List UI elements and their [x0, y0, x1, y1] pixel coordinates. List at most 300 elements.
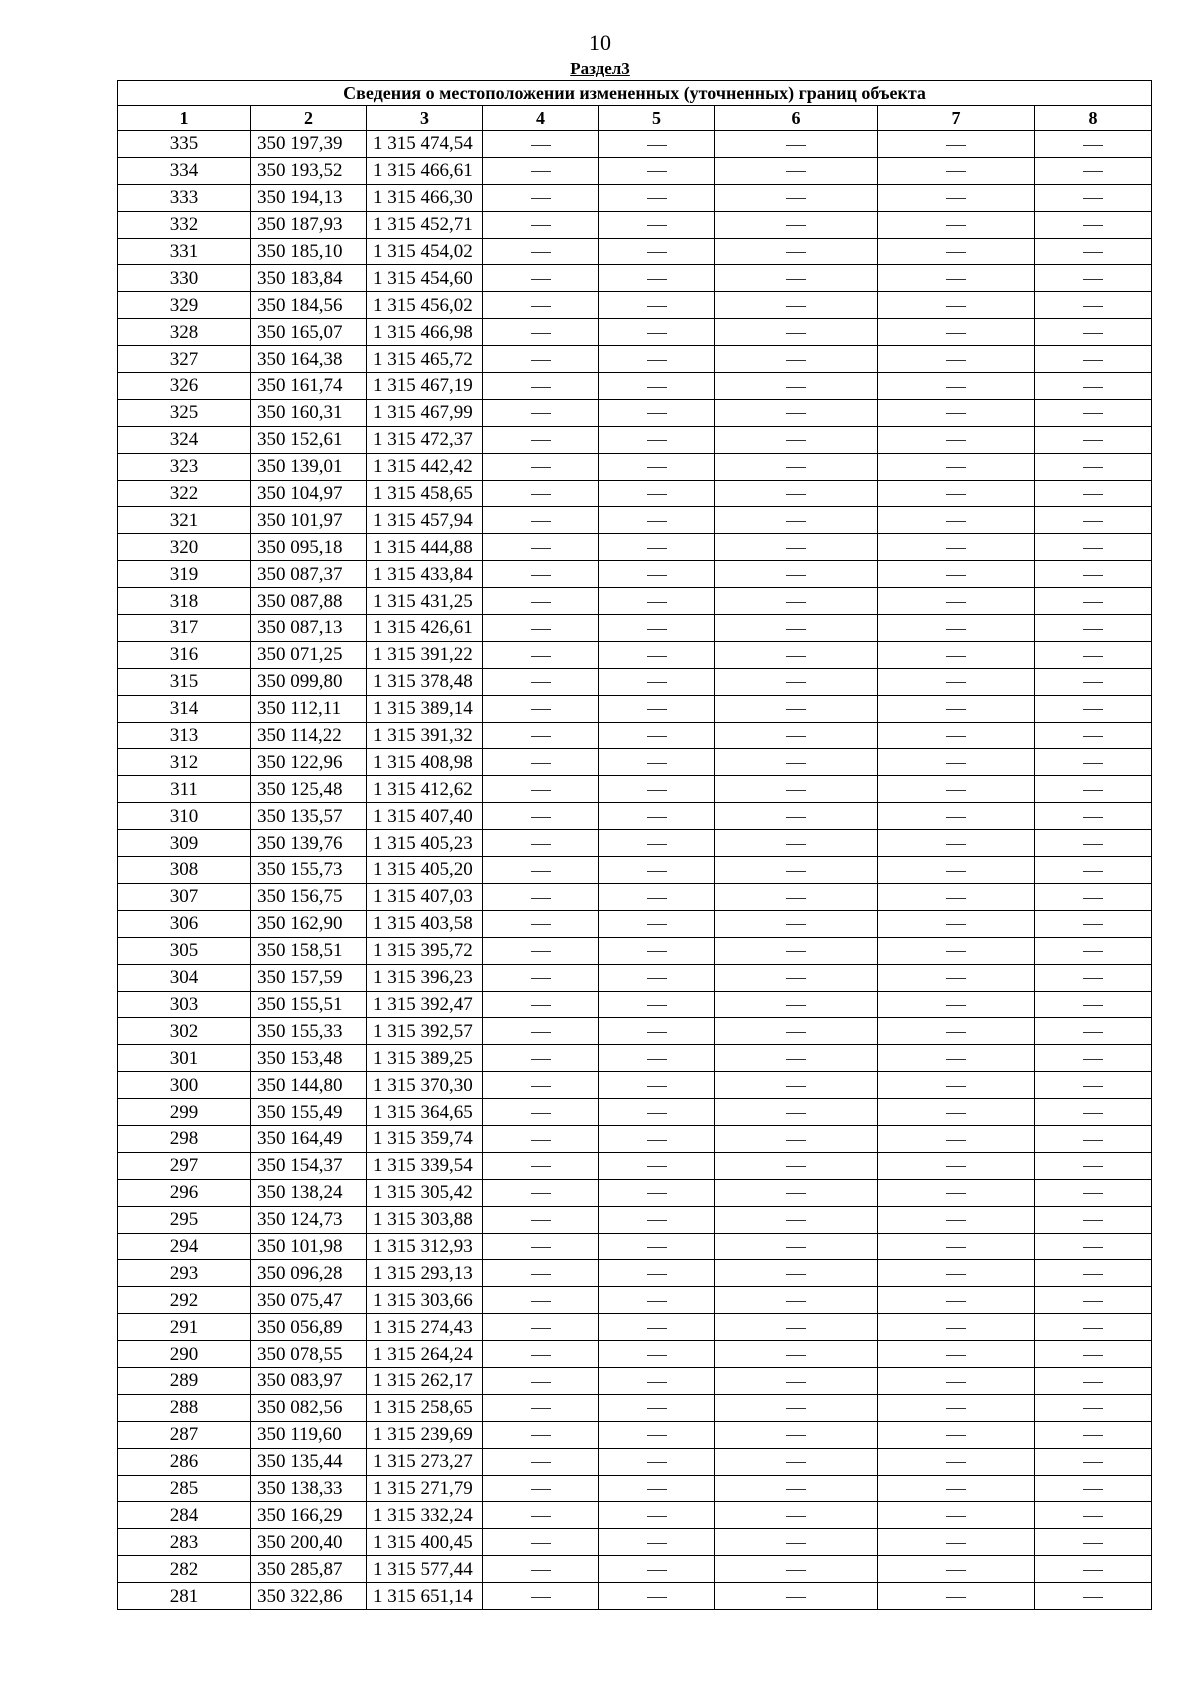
dash-mark [946, 1355, 966, 1356]
table-row [118, 1233, 1152, 1260]
empty-cell [1035, 1475, 1152, 1502]
empty-cell [878, 1583, 1035, 1610]
empty-cell [715, 426, 878, 453]
empty-cell [1035, 1421, 1152, 1448]
y-coordinate-cell: 1 315 332,24 [367, 1502, 483, 1529]
y-coordinate-cell: 1 315 239,69 [367, 1421, 483, 1448]
point-number-cell: 316 [118, 641, 251, 668]
empty-cell [1035, 749, 1152, 776]
dash-mark [647, 1597, 667, 1598]
empty-cell [483, 1287, 599, 1314]
empty-cell [483, 588, 599, 615]
dash-mark [531, 951, 551, 952]
empty-cell [483, 1179, 599, 1206]
y-coordinate-cell: 1 315 577,44 [367, 1556, 483, 1583]
empty-cell [715, 561, 878, 588]
x-coordinate-cell: 350 185,10 [251, 238, 367, 265]
dash-mark [1083, 817, 1103, 818]
dash-mark [946, 1274, 966, 1275]
dash-mark [786, 1516, 806, 1517]
dash-mark [946, 602, 966, 603]
dash-mark [1083, 198, 1103, 199]
empty-cell [483, 1502, 599, 1529]
dash-mark [647, 494, 667, 495]
dash-mark [647, 1193, 667, 1194]
table-row [118, 1421, 1152, 1448]
empty-cell [715, 319, 878, 346]
dash-mark [946, 252, 966, 253]
empty-cell [483, 265, 599, 292]
dash-mark [786, 871, 806, 872]
empty-cell [599, 1448, 715, 1475]
point-number-cell: 304 [118, 964, 251, 991]
empty-cell [599, 399, 715, 426]
dash-mark [647, 844, 667, 845]
dash-mark [786, 360, 806, 361]
empty-cell [715, 615, 878, 642]
dash-mark [786, 1193, 806, 1194]
dash-mark [531, 1193, 551, 1194]
dash-mark [647, 198, 667, 199]
empty-cell [878, 1233, 1035, 1260]
dash-mark [1083, 413, 1103, 414]
y-coordinate-cell: 1 315 452,71 [367, 211, 483, 238]
dash-mark [1083, 225, 1103, 226]
y-coordinate-cell: 1 315 467,99 [367, 399, 483, 426]
column-number: 1 [118, 106, 251, 131]
empty-cell [483, 830, 599, 857]
empty-cell [715, 1125, 878, 1152]
empty-cell [878, 695, 1035, 722]
table-row [118, 1556, 1152, 1583]
dash-mark [647, 629, 667, 630]
empty-cell [483, 1260, 599, 1287]
table-row [118, 937, 1152, 964]
empty-cell [715, 857, 878, 884]
dash-mark [1083, 1166, 1103, 1167]
dash-mark [786, 1570, 806, 1571]
dash-mark [531, 1382, 551, 1383]
dash-mark [946, 413, 966, 414]
empty-cell [599, 157, 715, 184]
empty-cell [599, 1099, 715, 1126]
dash-mark [647, 1408, 667, 1409]
dash-mark [786, 575, 806, 576]
dash-mark [531, 629, 551, 630]
empty-cell [483, 426, 599, 453]
dash-mark [946, 1516, 966, 1517]
empty-cell [715, 1475, 878, 1502]
dash-mark [1083, 871, 1103, 872]
dash-mark [531, 548, 551, 549]
dash-mark [1083, 494, 1103, 495]
empty-cell [715, 1583, 878, 1610]
empty-cell [715, 1341, 878, 1368]
empty-cell [715, 722, 878, 749]
point-number-cell: 310 [118, 803, 251, 830]
y-coordinate-cell: 1 315 444,88 [367, 534, 483, 561]
point-number-cell: 320 [118, 534, 251, 561]
dash-mark [531, 898, 551, 899]
empty-cell [715, 1206, 878, 1233]
table-row [118, 695, 1152, 722]
dash-mark [946, 1193, 966, 1194]
empty-cell [483, 615, 599, 642]
dash-mark [531, 682, 551, 683]
dash-mark [1083, 898, 1103, 899]
table-row [118, 588, 1152, 615]
empty-cell [878, 857, 1035, 884]
dash-mark [786, 924, 806, 925]
dash-mark [531, 333, 551, 334]
empty-cell [599, 910, 715, 937]
x-coordinate-cell: 350 155,51 [251, 991, 367, 1018]
point-number-cell: 331 [118, 238, 251, 265]
x-coordinate-cell: 350 087,37 [251, 561, 367, 588]
empty-cell [878, 830, 1035, 857]
y-coordinate-cell: 1 315 262,17 [367, 1367, 483, 1394]
dash-mark [946, 279, 966, 280]
empty-cell [1035, 991, 1152, 1018]
empty-cell [483, 964, 599, 991]
dash-mark [946, 898, 966, 899]
dash-mark [786, 1435, 806, 1436]
empty-cell [1035, 1206, 1152, 1233]
table-row [118, 292, 1152, 319]
empty-cell [878, 561, 1035, 588]
y-coordinate-cell: 1 315 454,02 [367, 238, 483, 265]
dash-mark [647, 360, 667, 361]
dash-mark [531, 467, 551, 468]
dash-mark [786, 736, 806, 737]
empty-cell [599, 453, 715, 480]
empty-cell [599, 722, 715, 749]
x-coordinate-cell: 350 152,61 [251, 426, 367, 453]
empty-cell [1035, 1152, 1152, 1179]
empty-cell [878, 1367, 1035, 1394]
dash-mark [786, 1140, 806, 1141]
dash-mark [1083, 682, 1103, 683]
point-number-cell: 315 [118, 668, 251, 695]
dash-mark [531, 387, 551, 388]
dash-mark [647, 978, 667, 979]
page-number: 10 [589, 30, 611, 55]
x-coordinate-cell: 350 078,55 [251, 1341, 367, 1368]
dash-mark [946, 763, 966, 764]
empty-cell [715, 991, 878, 1018]
empty-cell [1035, 131, 1152, 158]
y-coordinate-cell: 1 315 391,32 [367, 722, 483, 749]
point-number-cell: 293 [118, 1260, 251, 1287]
dash-mark [786, 306, 806, 307]
dash-mark [946, 333, 966, 334]
table-row [118, 426, 1152, 453]
empty-cell [483, 1206, 599, 1233]
x-coordinate-cell: 350 154,37 [251, 1152, 367, 1179]
dash-mark [647, 1005, 667, 1006]
dash-mark [531, 1113, 551, 1114]
y-coordinate-cell: 1 315 274,43 [367, 1314, 483, 1341]
dash-mark [786, 817, 806, 818]
empty-cell [715, 1179, 878, 1206]
empty-cell [483, 238, 599, 265]
y-coordinate-cell: 1 315 465,72 [367, 346, 483, 373]
dash-mark [647, 1328, 667, 1329]
dash-mark [531, 1435, 551, 1436]
x-coordinate-cell: 350 135,44 [251, 1448, 367, 1475]
table-row [118, 857, 1152, 884]
x-coordinate-cell: 350 200,40 [251, 1529, 367, 1556]
point-number-cell: 299 [118, 1099, 251, 1126]
empty-cell [1035, 265, 1152, 292]
dash-mark [531, 1462, 551, 1463]
y-coordinate-cell: 1 315 457,94 [367, 507, 483, 534]
table-row [118, 1502, 1152, 1529]
table-row [118, 910, 1152, 937]
empty-cell [878, 910, 1035, 937]
x-coordinate-cell: 350 139,01 [251, 453, 367, 480]
dash-mark [531, 1570, 551, 1571]
empty-cell [715, 1018, 878, 1045]
table-row [118, 211, 1152, 238]
empty-cell [1035, 184, 1152, 211]
y-coordinate-cell: 1 315 303,88 [367, 1206, 483, 1233]
dash-mark [647, 225, 667, 226]
empty-cell [483, 1475, 599, 1502]
dash-mark [786, 1220, 806, 1221]
point-number-cell: 326 [118, 373, 251, 400]
x-coordinate-cell: 350 119,60 [251, 1421, 367, 1448]
x-coordinate-cell: 350 144,80 [251, 1072, 367, 1099]
y-coordinate-cell: 1 315 408,98 [367, 749, 483, 776]
y-coordinate-cell: 1 315 400,45 [367, 1529, 483, 1556]
empty-cell [715, 964, 878, 991]
empty-cell [483, 1125, 599, 1152]
dash-mark [786, 225, 806, 226]
table-row [118, 399, 1152, 426]
dash-mark [647, 1140, 667, 1141]
x-coordinate-cell: 350 071,25 [251, 641, 367, 668]
y-coordinate-cell: 1 315 472,37 [367, 426, 483, 453]
empty-cell [599, 346, 715, 373]
dash-mark [946, 1220, 966, 1221]
table-row [118, 157, 1152, 184]
x-coordinate-cell: 350 099,80 [251, 668, 367, 695]
empty-cell [715, 1367, 878, 1394]
empty-cell [483, 749, 599, 776]
empty-cell [599, 1475, 715, 1502]
dash-mark [647, 1086, 667, 1087]
empty-cell [878, 1152, 1035, 1179]
empty-cell [715, 238, 878, 265]
dash-mark [531, 1059, 551, 1060]
empty-cell [878, 1018, 1035, 1045]
x-coordinate-cell: 350 158,51 [251, 937, 367, 964]
dash-mark [786, 521, 806, 522]
empty-cell [878, 803, 1035, 830]
empty-cell [878, 588, 1035, 615]
empty-cell [715, 1502, 878, 1529]
x-coordinate-cell: 350 125,48 [251, 776, 367, 803]
table-row [118, 1448, 1152, 1475]
dash-mark [786, 171, 806, 172]
x-coordinate-cell: 350 156,75 [251, 883, 367, 910]
y-coordinate-cell: 1 315 395,72 [367, 937, 483, 964]
dash-mark [647, 709, 667, 710]
x-coordinate-cell: 350 104,97 [251, 480, 367, 507]
dash-mark [946, 1382, 966, 1383]
empty-cell [1035, 1125, 1152, 1152]
dash-mark [647, 871, 667, 872]
empty-cell [715, 803, 878, 830]
dash-mark [1083, 1489, 1103, 1490]
column-number-row [118, 106, 1152, 131]
dash-mark [647, 736, 667, 737]
dash-mark [647, 252, 667, 253]
table-row [118, 1018, 1152, 1045]
table-row [118, 1125, 1152, 1152]
dash-mark [786, 1059, 806, 1060]
y-coordinate-cell: 1 315 391,22 [367, 641, 483, 668]
empty-cell [599, 238, 715, 265]
empty-cell [1035, 1233, 1152, 1260]
point-number-cell: 311 [118, 776, 251, 803]
dash-mark [1083, 1597, 1103, 1598]
table-row [118, 1287, 1152, 1314]
empty-cell [1035, 722, 1152, 749]
empty-cell [878, 346, 1035, 373]
dash-mark [1083, 709, 1103, 710]
empty-cell [878, 883, 1035, 910]
column-number: 8 [1035, 106, 1152, 131]
empty-cell [878, 319, 1035, 346]
dash-mark [1083, 656, 1103, 657]
empty-cell [878, 480, 1035, 507]
dash-mark [647, 1301, 667, 1302]
empty-cell [599, 373, 715, 400]
table-row [118, 668, 1152, 695]
empty-cell [599, 534, 715, 561]
empty-cell [878, 1448, 1035, 1475]
point-number-cell: 307 [118, 883, 251, 910]
empty-cell [599, 1152, 715, 1179]
x-coordinate-cell: 350 184,56 [251, 292, 367, 319]
empty-cell [715, 749, 878, 776]
dash-mark [1083, 1543, 1103, 1544]
empty-cell [1035, 910, 1152, 937]
empty-cell [599, 1018, 715, 1045]
empty-cell [878, 615, 1035, 642]
column-number: 5 [599, 106, 715, 131]
dash-mark [786, 1086, 806, 1087]
table-row [118, 507, 1152, 534]
y-coordinate-cell: 1 315 392,57 [367, 1018, 483, 1045]
empty-cell [715, 1045, 878, 1072]
dash-mark [1083, 521, 1103, 522]
empty-cell [599, 1421, 715, 1448]
dash-mark [531, 602, 551, 603]
empty-cell [878, 1421, 1035, 1448]
dash-mark [1083, 440, 1103, 441]
dash-mark [786, 1543, 806, 1544]
empty-cell [878, 668, 1035, 695]
dash-mark [531, 844, 551, 845]
dash-mark [647, 1059, 667, 1060]
point-number-cell: 281 [118, 1583, 251, 1610]
dash-mark [1083, 1247, 1103, 1248]
empty-cell [715, 1556, 878, 1583]
empty-cell [1035, 211, 1152, 238]
dash-mark [647, 333, 667, 334]
empty-cell [1035, 1018, 1152, 1045]
empty-cell [1035, 857, 1152, 884]
dash-mark [1083, 333, 1103, 334]
table-row [118, 534, 1152, 561]
table-row [118, 1394, 1152, 1421]
empty-cell [878, 1099, 1035, 1126]
empty-cell [599, 480, 715, 507]
dash-mark [786, 1355, 806, 1356]
x-coordinate-cell: 350 095,18 [251, 534, 367, 561]
dash-mark [946, 145, 966, 146]
empty-cell [878, 399, 1035, 426]
dash-mark [1083, 360, 1103, 361]
empty-cell [599, 1556, 715, 1583]
empty-cell [599, 1287, 715, 1314]
dash-mark [1083, 306, 1103, 307]
dash-mark [946, 629, 966, 630]
empty-cell [483, 507, 599, 534]
empty-cell [878, 1394, 1035, 1421]
dash-mark [1083, 1408, 1103, 1409]
table-row [118, 964, 1152, 991]
empty-cell [715, 1421, 878, 1448]
dash-mark [946, 871, 966, 872]
empty-cell [483, 883, 599, 910]
column-number: 3 [367, 106, 483, 131]
dash-mark [531, 145, 551, 146]
empty-cell [1035, 964, 1152, 991]
dash-mark [647, 602, 667, 603]
point-number-cell: 325 [118, 399, 251, 426]
table-row [118, 1314, 1152, 1341]
empty-cell [878, 184, 1035, 211]
dash-mark [946, 844, 966, 845]
dash-mark [531, 1597, 551, 1598]
empty-cell [1035, 157, 1152, 184]
table-row [118, 373, 1152, 400]
point-number-cell: 321 [118, 507, 251, 534]
dash-mark [786, 333, 806, 334]
empty-cell [483, 131, 599, 158]
y-coordinate-cell: 1 315 273,27 [367, 1448, 483, 1475]
empty-cell [878, 238, 1035, 265]
y-coordinate-cell: 1 315 466,98 [367, 319, 483, 346]
x-coordinate-cell: 350 162,90 [251, 910, 367, 937]
x-coordinate-cell: 350 101,97 [251, 507, 367, 534]
empty-cell [599, 1502, 715, 1529]
dash-mark [531, 1543, 551, 1544]
dash-mark [786, 145, 806, 146]
dash-mark [647, 1516, 667, 1517]
dash-mark [647, 1382, 667, 1383]
dash-mark [946, 951, 966, 952]
point-number-cell: 305 [118, 937, 251, 964]
y-coordinate-cell: 1 315 407,03 [367, 883, 483, 910]
x-coordinate-cell: 350 285,87 [251, 1556, 367, 1583]
x-coordinate-cell: 350 164,38 [251, 346, 367, 373]
dash-mark [1083, 467, 1103, 468]
